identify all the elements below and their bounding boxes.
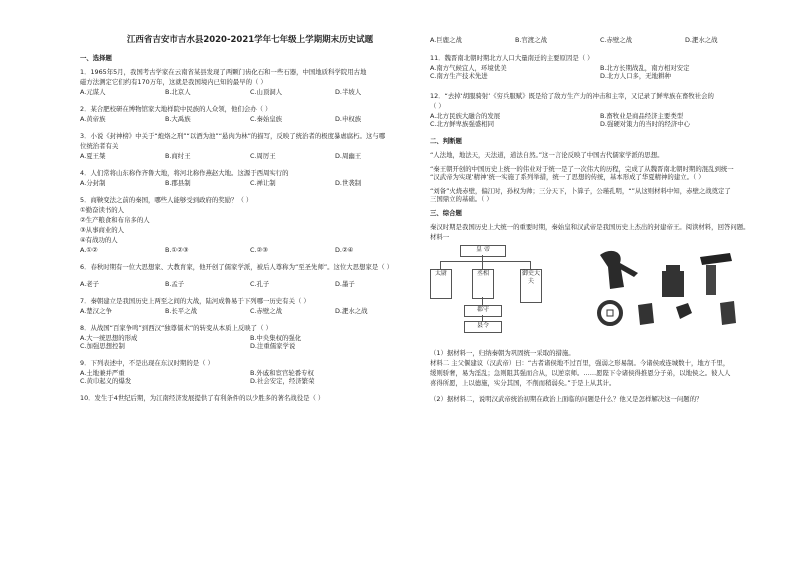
question-1: 1．1965年5月，我国考古学家在云南省某县发现了两颗门齿化石和一些石器，中国地质科学院用古地 磁方法测定它们约有170万年，这就是我国境内已知的最早的（ ） A.元谋人 B.北京人 C.山顶洞人 D.半坡人 bbox=[80, 68, 367, 96]
question-5: 5．商鞅变法之前的秦国，哪些人能够受到政府的奖励？（ ） ①勤奋读书的人 ②生产粮食和布帛多的人 ③从事商业的人 ④有战功的人 A.①② B.①②③ C.②③ D.②④ bbox=[80, 196, 354, 254]
question-11: 11．魏晋南北朝时期北方人口大量南迁的主要原因是（ ） A.南方气候宜人，环境优美 B.北方长期战乱，南方相对安定 C.南方生产技术先进 D.北方人口多，无地耕种 bbox=[430, 54, 690, 80]
left-column bbox=[80, 36, 420, 404]
material-2-line-1: 材料二 主父偃建议（汉武帝）曰：“古者诸侯地不过百里，强弱之形易制。今诸侯或连城数十，地方千里， bbox=[430, 359, 730, 367]
question-8: 8．从战国“百家争鸣”到西汉“独尊儒术”的转变从本质上反映了（ ） A.大一统思想的形成 B.中央集权的强化 C.加强思想控制 D.注重儒家学说 bbox=[80, 324, 302, 350]
section-judge: 二、判断题 bbox=[430, 137, 462, 145]
question-10-options: A.巨鹿之战 B.官渡之战 C.赤壁之战 D.淝水之战 bbox=[430, 36, 718, 44]
qin-artifacts-illustration bbox=[580, 243, 770, 343]
chart-emperor-box: 皇 帝 bbox=[460, 245, 506, 257]
question-7: 7．秦朝建立是我国历史上两至之间的大战，陆河成鲁易于下列哪一历史有关（ ） A.楚汉之争 B.长平之战 C.赤壁之战 D.淝水之战 bbox=[80, 297, 368, 315]
judge-item-2: “秦王朝开创的中国历史上统一的伟业对于统一是了一次伟大的历程，完成了从魏晋南北朝时期的混乱到统一 “汉武帝为实现‘精神’统一实施了系列举措，统一了思想的传统，基本形成了华夏精神的建立。（ ） bbox=[430, 165, 734, 181]
chart-taiwei-box: 太尉 bbox=[430, 269, 452, 299]
judge-item-1: “人法地，地法天，天法道，道法自然。”这一言论反映了中国古代儒家学派的思想。 bbox=[430, 151, 664, 159]
judge-item-3: “刘备”火烧赤壁，偏江时，孙权为帅；三分天下，卜算子，公瑾孔明，“”从这则材料中知，赤壁之战奠定了 三国鼎立的基础。（ ） bbox=[430, 187, 731, 203]
chart-junshou-box: 郡守 bbox=[464, 305, 502, 317]
question-6: 6．春秋时期有一位大思想家、大教育家，他开创了儒家学派，被后人尊称为“至圣先师”。这位大思想家是（ ） A.老子 B.孟子 C.孔子 D.墨子 bbox=[80, 263, 394, 288]
right-column bbox=[430, 36, 770, 405]
question-9: 9．下列表述中，不是出现在东汉时期的是（ ） A.土地兼并严重 B.外戚和宦官轮番专权 C.黄巾起义的爆发 D.社会安定，经济繁荣 bbox=[80, 359, 315, 385]
chart-xianling-box: 县令 bbox=[464, 321, 502, 333]
material-2-line-3: 喜得所愿，上以德施，实分其国，不削而稍弱矣。”于是上从其计。 bbox=[430, 379, 616, 387]
question-2: 2．某合肥校研在博物馆家大地样院中民族的人众领，他们会办（ ） A.黄帝族 B.大禹族 C.秦始皇族 D.申权族 bbox=[80, 105, 362, 123]
question-3: 3．小说《封神榜》中关于“炮烙之刑”“以酒为池”“悬肉为林”的描写，反映了统治者的极度暴虐腐朽。这与哪 位统治者有关 A.夏王桀 B.商纣王 C.周厉王 D.周幽王 bbox=[80, 132, 386, 160]
question-4: 4．人们常将山东称作齐鲁大地，将河北称作燕赵大地。这源于西周实行的 A.分封制 B.郡县制 C.禅让制 D.世袭制 bbox=[80, 169, 362, 187]
compre-question-1: （1）据材料一，归纳秦朝为巩固统一采取的措施。 bbox=[430, 349, 575, 357]
compre-question-2: （2）据材料二，说明汉武帝统治初期在政治上面临的问题是什么？他又是怎样解决这一问题的？ bbox=[430, 395, 703, 403]
material-2-line-2: 缓则骄奢，易为淫乱；急则阻其强而合从，以逆京师。……愿陛下令诸侯得推恩分子弟，以地侯之。彼人人 bbox=[430, 369, 731, 377]
chart-yushi-box: 御史大夫 bbox=[520, 269, 542, 303]
section-choice: 一、选择题 bbox=[80, 54, 112, 62]
chart-chengxiang-box: 丞相 bbox=[472, 269, 494, 299]
question-12: 12．“去掉‘胡服骑射’《穷兵服赋》既是给了敌方生产力的冲击和主宰，又记录了鲜卑族在畜牧社会的 （ ） A.北方民族大融合的发展 B.畜牧业是商品经济主要类型 C.北方鲜卑族强盛相同 D.强硬对策力的当时的经济中心 bbox=[430, 92, 714, 128]
question-10: 10．发生于4世纪后期，为江南经济发展提供了有利条件的以少胜多的著名战役是（ ） bbox=[80, 394, 325, 402]
compre-intro: 秦汉时期是我国历史上大统一的重要时期，秦始皇和汉武帝是我国历史上杰出的封建帝王。阅读材料，回答问题。 bbox=[430, 223, 750, 231]
section-compre: 三、综合题 bbox=[430, 209, 462, 217]
material-1-figure bbox=[430, 243, 770, 343]
exam-title: 江西省吉安市吉水县2020-2021学年七年级上学期期末历史试题 bbox=[126, 35, 374, 45]
material-1-label: 材料一 bbox=[430, 233, 450, 241]
